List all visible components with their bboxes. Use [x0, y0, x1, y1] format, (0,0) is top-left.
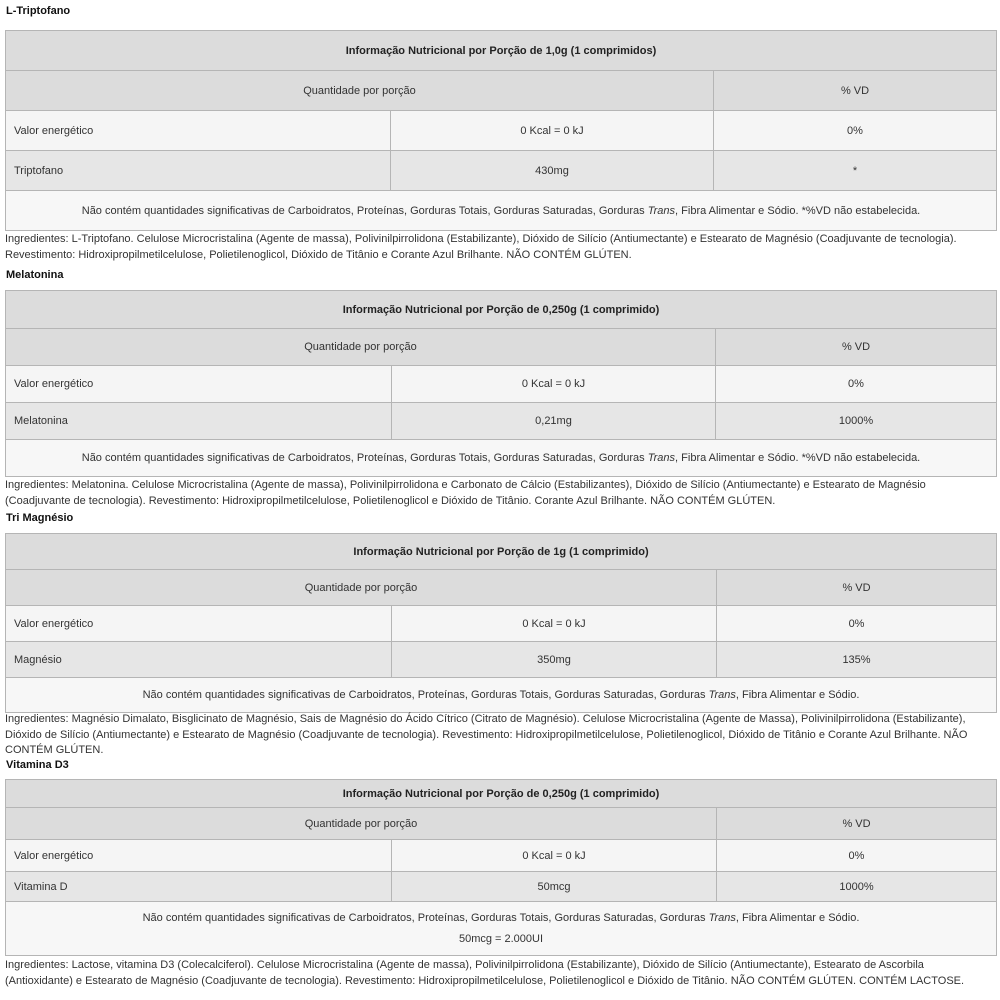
nutrient-name: Valor energético	[6, 111, 391, 151]
section-title-tri-magnesio: Tri Magnésio	[6, 512, 74, 524]
vd-label: % VD	[714, 71, 997, 111]
table-note	[6, 902, 997, 956]
ingredients-text: Ingredientes: L-Triptofano. Celulose Microcristalina (Agente de massa), Polivinilpirrolidona (Estabilizante), Dióxido de Silício (Antiumectante) e Estearato de Magnésio (Coadjuvante de tecnologia). Revestimento: Hidroxipropilmetilcelulose, Polietilenoglicol, Dióxido de Titânio e Corante Azul Brilhante. NÃO CONTÉM GLÚTEN.	[5, 233, 957, 261]
table-row	[6, 642, 997, 678]
nutrient-name: Triptofano	[6, 151, 391, 191]
table-row	[6, 151, 997, 191]
ingredients-text: Ingredientes: Melatonina. Celulose Microcristalina (Agente de massa), Polivinilpirrolidona e Carbonato de Cálcio (Estabilizantes), Dióxido de Silício (Antiumectante) e Estearato de Magnésio (Coadjuvante de tecnologia). Revestimento: Hidroxipropilmetilcelulose, Polietilenoglicol e Dióxido de Titânio. Corante Azul Brilhante. NÃO CONTÉM GLÚTEN.	[5, 479, 926, 507]
note-text-end: , Fibra Alimentar e Sódio.	[735, 912, 860, 924]
table-row	[6, 366, 997, 403]
nutrient-vd: *	[714, 151, 997, 191]
table-header: Informação Nutricional por Porção de 0,250g (1 comprimido)	[6, 291, 997, 329]
note-text-end: , Fibra Alimentar e Sódio. *%VD não estabelecida.	[675, 452, 921, 464]
section-title-vitamina-d3: Vitamina D3	[6, 759, 69, 771]
table-header: Informação Nutricional por Porção de 0,250g (1 comprimido)	[6, 780, 997, 808]
nutrient-amount: 350mg	[392, 642, 717, 678]
vd-label: % VD	[717, 808, 997, 840]
table-note	[6, 191, 997, 231]
nutrient-amount: 0 Kcal = 0 kJ	[391, 111, 714, 151]
note-italic: Trans	[647, 204, 676, 217]
nutrient-name: Melatonina	[6, 403, 392, 440]
table-header: Informação Nutricional por Porção de 1g (1 comprimido)	[6, 534, 997, 570]
note-italic: Trans	[708, 912, 736, 924]
table-row	[6, 872, 997, 902]
table-row	[6, 403, 997, 440]
nutrient-vd: 0%	[717, 840, 997, 872]
nutrition-table-vitamina-d3	[5, 779, 997, 956]
qty-label: Quantidade por porção	[6, 570, 717, 606]
note-conversion: 50mcg = 2.000UI	[458, 933, 544, 945]
nutrient-vd: 0%	[717, 606, 997, 642]
section-title-melatonina: Melatonina	[6, 269, 64, 281]
note-italic: Trans	[708, 689, 736, 701]
note-text: Não contém quantidades significativas de Carboidratos, Proteínas, Gorduras Totais, Gorduras Saturadas, Gorduras	[142, 689, 709, 701]
table-note	[6, 678, 997, 713]
section-title-l-triptofano: L-Triptofano	[6, 5, 71, 17]
nutrient-vd: 1000%	[716, 403, 997, 440]
nutrition-table-melatonina	[5, 290, 997, 477]
nutrient-name: Valor energético	[6, 366, 392, 403]
nutrient-vd: 135%	[717, 642, 997, 678]
note-italic: Trans	[647, 452, 676, 464]
nutrition-table-tri-magnesio	[5, 533, 997, 713]
table-row	[6, 840, 997, 872]
nutrient-vd: 0%	[716, 366, 997, 403]
nutrient-name: Magnésio	[6, 642, 392, 678]
nutrient-name: Valor energético	[6, 606, 392, 642]
table-header: Informação Nutricional por Porção de 1,0g (1 comprimidos)	[6, 31, 997, 71]
note-text: Não contém quantidades significativas de Carboidratos, Proteínas, Gorduras Totais, Gorduras Saturadas, Gorduras	[81, 204, 648, 217]
vd-label: % VD	[716, 329, 997, 366]
nutrient-vd: 0%	[714, 111, 997, 151]
nutrient-amount: 0 Kcal = 0 kJ	[392, 606, 717, 642]
note-text: Não contém quantidades significativas de Carboidratos, Proteínas, Gorduras Totais, Gorduras Saturadas, Gorduras	[81, 452, 648, 464]
nutrition-table-l-triptofano	[5, 30, 997, 231]
nutrient-amount: 0 Kcal = 0 kJ	[392, 366, 716, 403]
nutrient-name: Valor energético	[6, 840, 392, 872]
ingredients-text: Ingredientes: Magnésio Dimalato, Bisglicinato de Magnésio, Sais de Magnésio do Ácido Cítrico (Citrato de Magnésio). Celulose Microcristalina (Agente de Massa), Polivinilpirrolidona (Estabilizante), Dióxido de Silício (Antiumectante) e Estearato de Magnésio (Coadjuvante de tecnologia). Revestimento: Hidroxipropilmetilcelulose, Polietilenoglicol, Dióxido de Titânio e Corante Azul Brilhante. NÃO CONTÉM GLÚTEN.	[5, 713, 968, 756]
table-note	[6, 440, 997, 477]
table-row	[6, 606, 997, 642]
ingredients-text: Ingredientes: Lactose, vitamina D3 (Colecalciferol). Celulose Microcristalina (Agente de massa), Polivinilpirrolidona (Estabilizante), Dióxido de Silício (Antiumectante), Estearato de Ascorbila (Antioxidante) e Estearato de Magnésio (Coadjuvante de tecnologia). Revestimento: Hidroxipropilmetilcelulose, Polietilenoglicol e Dióxido de Titânio. NÃO CONTÉM GLÚTEN. CONTÉM LACTOSE.	[5, 959, 965, 987]
nutrient-name: Vitamina D	[6, 872, 392, 902]
qty-label: Quantidade por porção	[6, 329, 716, 366]
note-text-end: , Fibra Alimentar e Sódio.	[735, 689, 860, 701]
nutrient-amount: 430mg	[391, 151, 714, 191]
nutrient-amount: 0,21mg	[392, 403, 716, 440]
table-row	[6, 111, 997, 151]
nutrient-amount: 50mcg	[392, 872, 717, 902]
nutrient-amount: 0 Kcal = 0 kJ	[392, 840, 717, 872]
note-text: Não contém quantidades significativas de Carboidratos, Proteínas, Gorduras Totais, Gorduras Saturadas, Gorduras	[142, 912, 709, 924]
vd-label: % VD	[717, 570, 997, 606]
note-text-end: , Fibra Alimentar e Sódio. *%VD não estabelecida.	[675, 204, 921, 217]
qty-label: Quantidade por porção	[6, 71, 714, 111]
nutrient-vd: 1000%	[717, 872, 997, 902]
qty-label: Quantidade por porção	[6, 808, 717, 840]
